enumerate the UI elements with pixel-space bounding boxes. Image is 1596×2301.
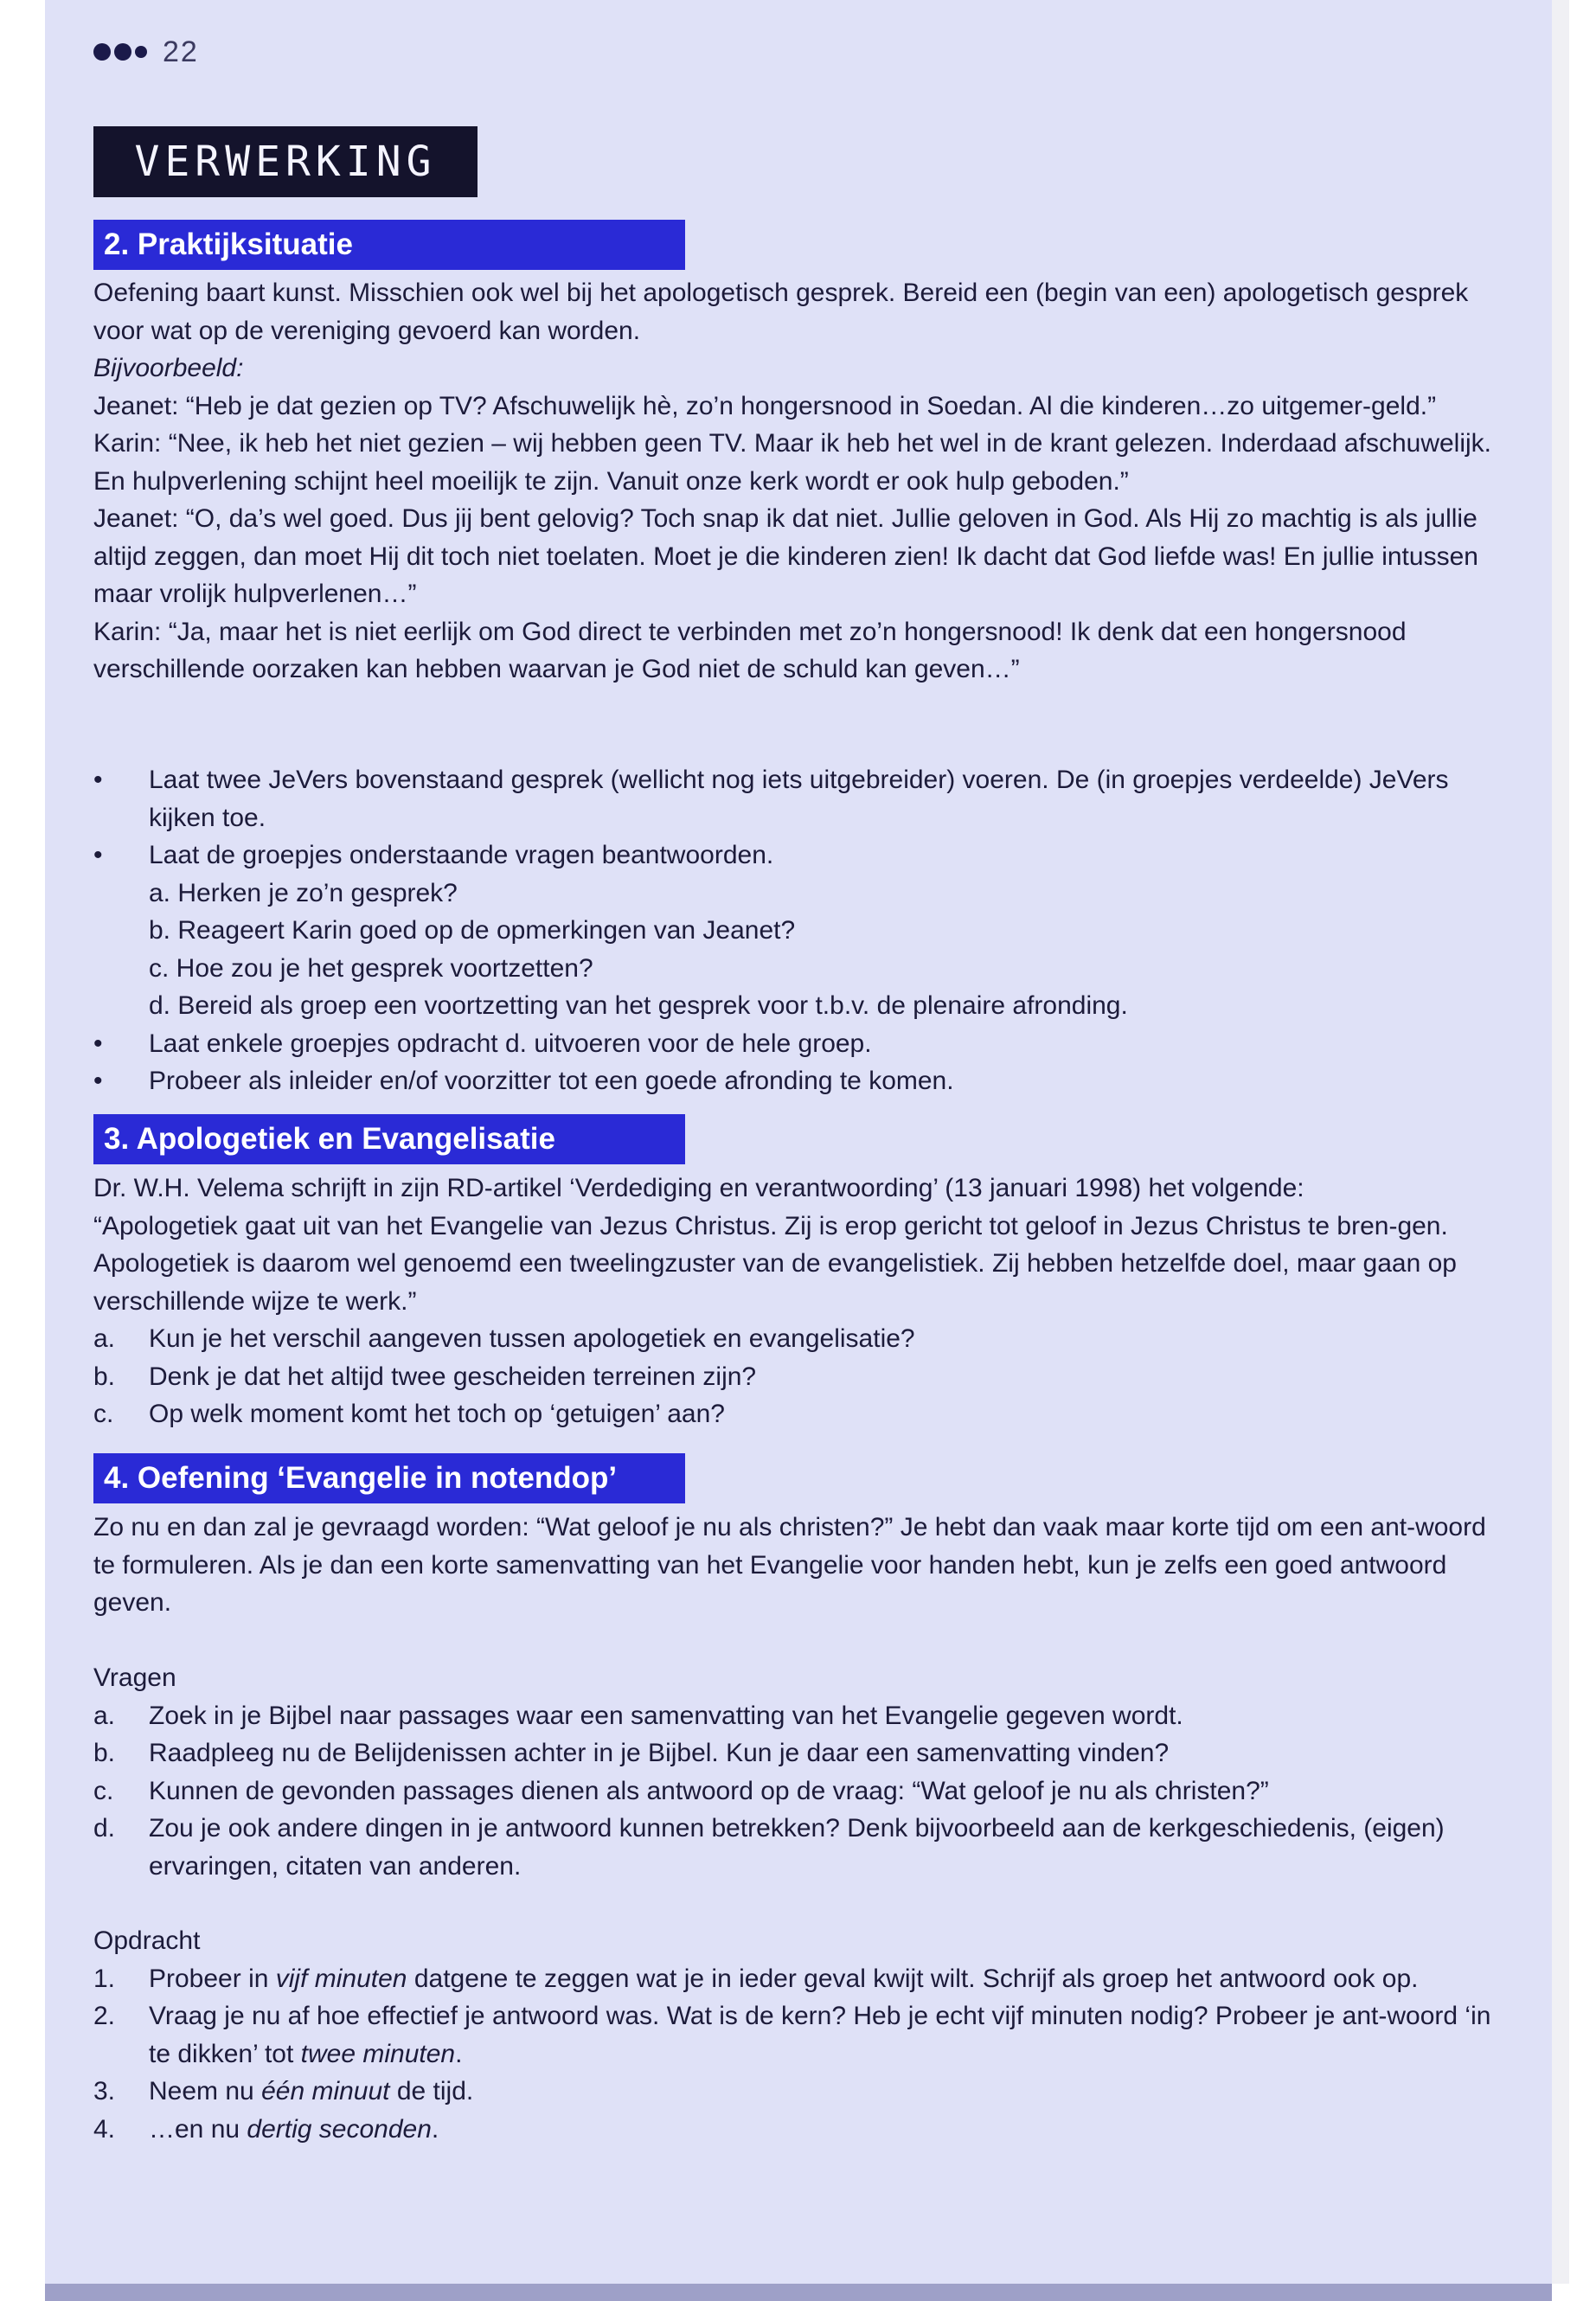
task-text: …en nu <box>149 2114 247 2144</box>
task-emphasis: één minuut <box>261 2077 390 2106</box>
task-text: de tijd. <box>389 2077 474 2106</box>
task-text: Neem nu <box>149 2077 262 2106</box>
task-text: . <box>455 2039 463 2068</box>
task-marker: 1. <box>93 1964 116 1993</box>
question-item <box>93 1320 1512 1358</box>
question-marker: b. <box>93 1362 116 1391</box>
task-text: datgene te zeggen wat je in ieder geval kwijt wilt. Schrijf als groep het antwoord ook op. <box>407 1964 1419 1993</box>
section2-intro: Oefening baart kunst. Misschien ook wel bij het apologetisch gesprek. Bereid een (begin van een) apologetisch gesprek voor wat op de vereniging gevoerd kan worden. <box>93 279 1469 345</box>
task-item <box>93 2111 1512 2149</box>
bullet-text: Laat enkele groepjes opdracht d. uitvoeren voor de hele groep. <box>149 1029 872 1058</box>
dot-icon <box>93 43 111 61</box>
question-marker: d. <box>93 1814 116 1843</box>
dialogue-line: Jeanet: “Heb je dat gezien op TV? Afschuwelijk hè, zo’n hongersnood in Soedan. Al die kinderen…zo uitgemer-geld.” <box>93 391 1437 420</box>
question-marker: c. <box>93 1776 114 1805</box>
section2-body <box>93 274 1512 689</box>
dot-icon <box>135 46 147 58</box>
section-heading-oefening: 4. Oefening ‘Evangelie in notendop’ <box>93 1453 685 1503</box>
bullet-icon: • <box>93 1029 103 1058</box>
task-emphasis: twee minuten <box>300 2039 456 2068</box>
sub-question: a. Herken je zo’n gesprek? <box>149 878 458 907</box>
task-item <box>93 1997 1512 2073</box>
sub-question: d. Bereid als groep een voortzetting van het gesprek voor t.b.v. de plenaire afronding. <box>149 991 1128 1020</box>
question-marker: a. <box>93 1701 116 1730</box>
bullet-icon: • <box>93 841 103 869</box>
question-text: Op welk moment komt het toch op ‘getuigen’ aan? <box>149 1400 725 1428</box>
example-label: Bijvoorbeeld: <box>93 354 244 382</box>
question-item <box>93 1395 1512 1433</box>
bullet-icon: • <box>93 1067 103 1095</box>
question-item <box>93 1772 1512 1811</box>
question-item <box>93 1810 1512 1885</box>
section4-tasks <box>93 1922 1512 2148</box>
task-text: Vraag je nu af hoe effectief je antwoord was. Wat is de kern? Heb je echt vijf minuten nodig? Probeer je ant-woord ‘in te dikken’ tot <box>149 2002 1491 2068</box>
task-heading: Opdracht <box>93 1926 201 1955</box>
bullet-text: Probeer als inleider en/of voorzitter tot een goede afronding te komen. <box>149 1067 954 1095</box>
question-text: Zoek in je Bijbel naar passages waar een samenvatting van het Evangelie gegeven wordt. <box>149 1701 1183 1730</box>
dot-icon <box>114 43 131 61</box>
bullet-text: Laat twee JeVers bovenstaand gesprek (wellicht nog iets uitgebreider) voeren. De (in groepjes verdeelde) JeVers kijken toe. <box>149 766 1449 832</box>
page-number: 22 <box>163 35 199 68</box>
question-item <box>93 1734 1512 1772</box>
bullet-item <box>93 836 1512 875</box>
dialogue-line: Jeanet: “O, da’s wel goed. Dus jij bent gelovig? Toch snap ik dat niet. Jullie geloven in God. Als Hij zo machtig is als jullie altijd zeggen, dan moet Hij dit toch niet toelaten. Moet je die kinderen zien! Ik dacht dat God liefde was! En jullie intussen maar vrolijk hulpverlenen…” <box>93 504 1478 608</box>
page-bottom-edge <box>45 2284 1552 2301</box>
dialogue-line: Karin: “Nee, ik heb het niet gezien – wij hebben geen TV. Maar ik heb het wel in de krant gelezen. Inderdaad afschuwelijk. En hulpverlening schijnt heel moeilijk te zijn. Vanuit onze kerk wordt er ook hulp geboden.” <box>93 429 1492 496</box>
dialogue-line: Karin: “Ja, maar het is niet eerlijk om God direct te verbinden met zo’n hongersnood! Ik denk dat een hongersnood verschillende oorzaken kan hebben waarvan je God niet de schuld kan geven…” <box>93 617 1407 683</box>
task-emphasis: dertig seconden <box>247 2114 432 2144</box>
question-item <box>93 1358 1512 1396</box>
question-item <box>93 1697 1512 1735</box>
question-text: Kun je het verschil aangeven tussen apologetiek en evangelisatie? <box>149 1324 915 1353</box>
question-text: Zou je ook andere dingen in je antwoord kunnen betrekken? Denk bijvoorbeeld aan de kerkgeschiedenis, (eigen) ervaringen, citaten van anderen. <box>149 1814 1445 1881</box>
bullet-item <box>93 1062 1512 1100</box>
task-text: . <box>431 2114 439 2144</box>
task-item <box>93 2073 1512 2111</box>
section3-quote: “Apologetiek gaat uit van het Evangelie van Jezus Christus. Zij is erop gericht tot geloof in Jezus Christus te bren-gen. Apologetiek is daarom wel genoemd een tweelingzuster van de evangelistiek. Zij hebben hetzelfde doel, maar gaan op verschillende wijze te werk.” <box>93 1211 1457 1316</box>
page <box>45 0 1552 2284</box>
bullet-item <box>93 761 1512 836</box>
page-number-area <box>93 35 199 69</box>
task-emphasis: vijf minuten <box>275 1964 407 1993</box>
section4-questions <box>93 1659 1512 1885</box>
section-heading-apologetiek: 3. Apologetiek en Evangelisatie <box>93 1114 685 1164</box>
bullet-text: Laat de groepjes onderstaande vragen beantwoorden. <box>149 841 774 869</box>
question-text: Raadpleeg nu de Belijdenissen achter in je Bijbel. Kun je daar een samenvatting vinden? <box>149 1739 1170 1767</box>
page-edge <box>1552 0 1569 2284</box>
question-marker: b. <box>93 1739 116 1767</box>
questions-heading: Vragen <box>93 1663 176 1692</box>
question-marker: c. <box>93 1400 114 1428</box>
task-marker: 3. <box>93 2077 116 2106</box>
task-marker: 4. <box>93 2114 116 2144</box>
section-heading-praktijksituatie: 2. Praktijksituatie <box>93 220 685 270</box>
question-text: Kunnen de gevonden passages dienen als antwoord op de vraag: “Wat geloof je nu als christen?” <box>149 1776 1269 1805</box>
task-item <box>93 1960 1512 1998</box>
bullet-icon: • <box>93 766 103 794</box>
question-text: Denk je dat het altijd twee gescheiden terreinen zijn? <box>149 1362 757 1391</box>
section2-instructions <box>93 761 1512 1100</box>
task-marker: 2. <box>93 2002 116 2030</box>
bullet-item <box>93 1025 1512 1063</box>
question-marker: a. <box>93 1324 116 1353</box>
section4-intro: Zo nu en dan zal je gevraagd worden: “Wat geloof je nu als christen?” Je hebt dan vaak maar korte tijd om een ant-woord te formuleren. Als je dan een korte samenvatting van het Evangelie voor handen hebt, kun je zelfs een goed antwoord geven. <box>93 1513 1486 1617</box>
section-label: VERWERKING <box>93 126 478 197</box>
sub-question: b. Reageert Karin goed op de opmerkingen van Jeanet? <box>149 916 796 945</box>
task-text: Probeer in <box>149 1964 276 1993</box>
section3-body <box>93 1170 1512 1433</box>
section3-para: Dr. W.H. Velema schrijft in zijn RD-artikel ‘Verdediging en verantwoording’ (13 januari 1998) het volgende: <box>93 1174 1304 1202</box>
sub-question: c. Hoe zou je het gesprek voortzetten? <box>149 953 593 983</box>
